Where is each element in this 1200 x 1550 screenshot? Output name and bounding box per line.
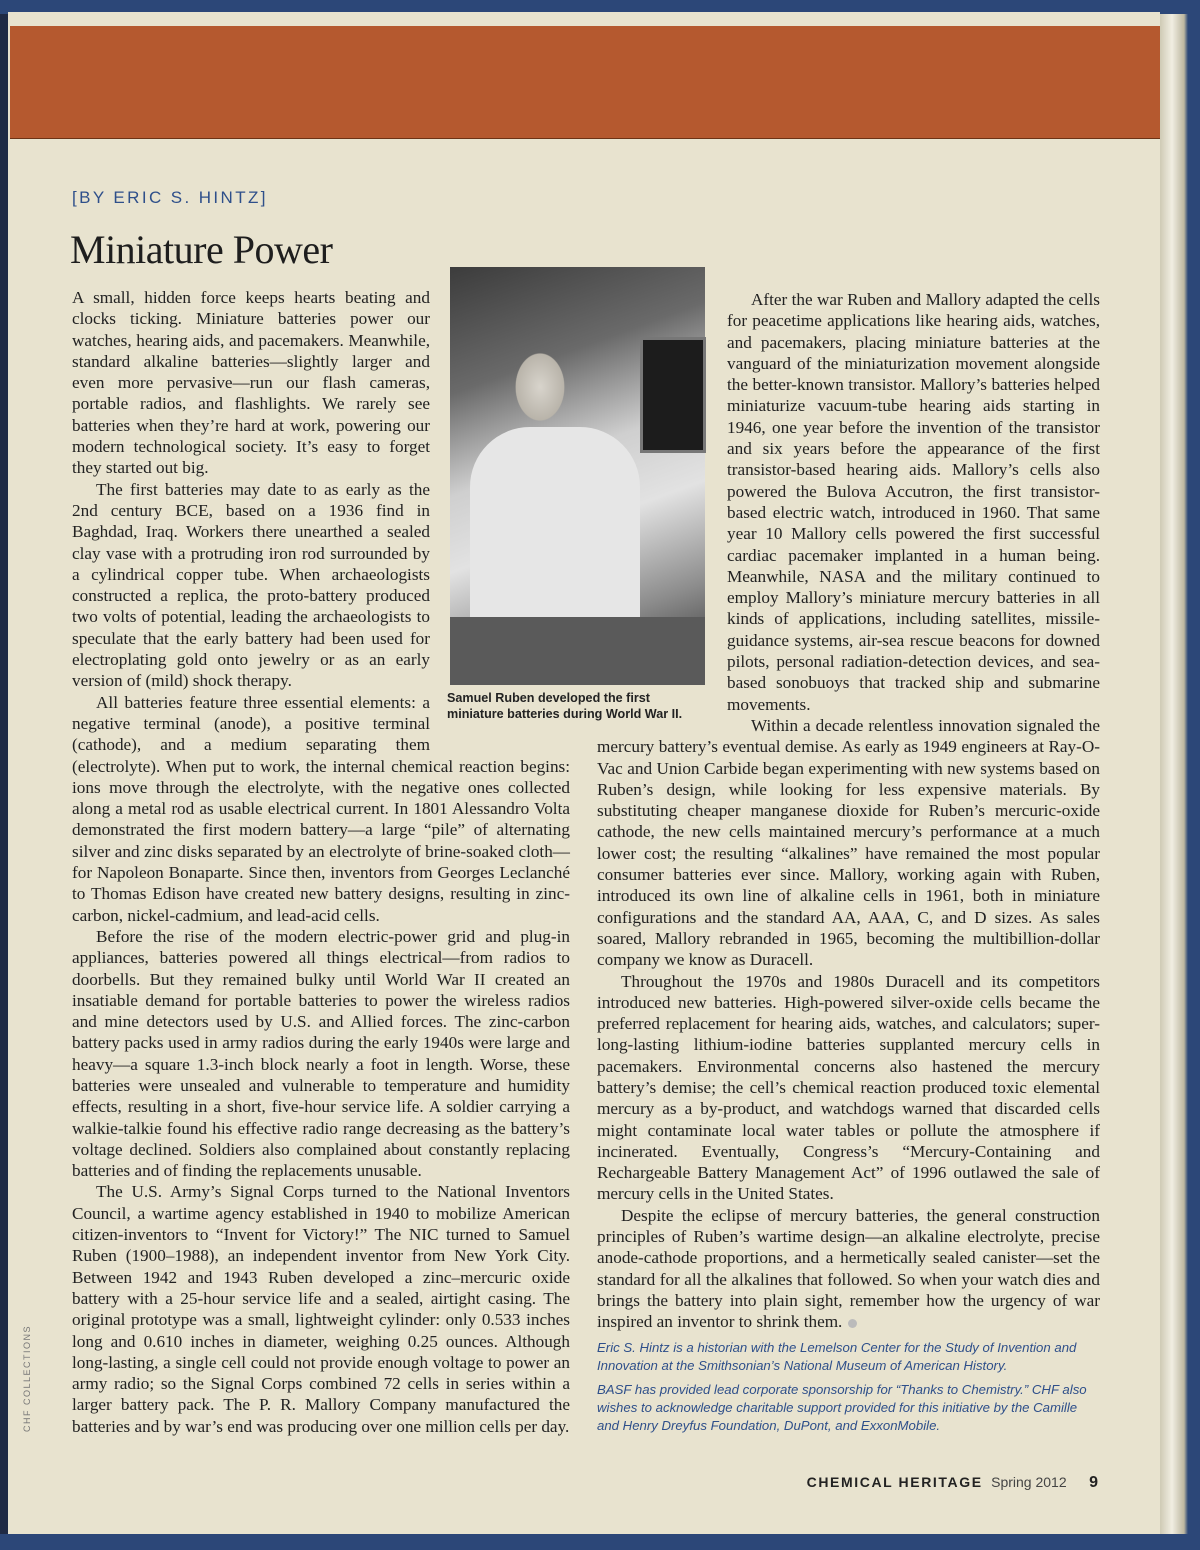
page-footer [807,1474,1098,1492]
right-column [597,289,1100,1435]
end-mark-icon [848,1319,857,1328]
paragraph: A small, hidden force keeps hearts beating and clocks ticking. Miniature batteries power our watches, hearing aids, and pacemakers. Meanwhile, standard alkaline batteries—slightly larger and even more pervasive—run our flash cameras, portable radios, and flashlights. We rarely see batteries when they’re hard at work, powering our modern technological society. It’s easy to forget they started out big. [72,288,430,478]
paragraph: Within a decade relentless innovation signaled the mercury battery’s eventual demise. As early as 1949 engineers at Ray-O-Vac and Union Carbide began experimenting with new systems based on Ruben’s design, while looking for less expensive materials. By substituting cheaper manganese dioxide for Ruben’s mercuric-oxide cathode, the new cells maintained mercury’s performance at a much lower cost; the resulting “alkalines” have remained the most popular consumer batteries ever since. Mallory, working again with Ruben, introduced its own line of alkaline cells in 1961, both in miniature configurations and the standard AA, AAA, C, and D sizes. As sales soared, Mallory rebranded in 1965, becoming the multibillion-dollar company we know as Duracell. [597,715,1100,970]
paragraph: The U.S. Army’s Signal Corps turned to the National Inventors Council, a wartime agency established in 1940 to mobilize American citizen-inventors to “Invent for Victory!” The NIC turned to Samuel Ruben (1900–1988), an independent inventor from New York City. Between 1942 and 1943 Ruben developed a zinc–mercuric oxide battery with a 25-hour service life and a sealed, airtight casing. The original prototype was a small, lightweight cylinder: only 0.533 inches long and 0.610 inches in diameter, weighing 0.25 ounces. Although long-lasting, a single cell could not provide enough voltage to power an army radio; so the Signal Corps combined 72 cells in series within a larger battery pack. The P. R. Mallory Company manufactured the batteries and by war’s end was producing over one million cells per day. [72,1182,570,1436]
magazine-name: CHEMICAL HERITAGE [806,1474,983,1490]
paragraph-last: Despite the eclipse of mercury batteries, the general construction principles of Ruben’s wartime design—an alkaline electrolyte, precise anode-cathode proportions, and a hermetically sealed canister—set the standard for all the alkalines that followed. So when your watch dies and brings the battery into plain sight, remember how the urgency of war inspired an inventor to shrink them. [597,1205,1100,1332]
header-color-band [10,26,1160,139]
binding-bottom [0,1534,1200,1550]
article-title: Miniature Power [70,227,333,272]
page-edge [1160,14,1200,1550]
photo-caption: Samuel Ruben developed the first miniature batteries during World War II. [447,691,683,721]
sponsor-note: BASF has provided lead corporate sponsorship for “Thanks to Chemistry.” CHF also wishes to acknowledge charitable support provided for this initiative by the Camille and Henry Dreyfus Foundation, DuPont, and ExxonMobile. [597,1381,1087,1433]
paragraph: After the war Ruben and Mallory adapted the cells for peacetime applications like hearing aids, watches, and pacemakers, placing miniature batteries at the vanguard of the miniaturization movement alongside the better-known transistor. Mallory’s batteries helped miniaturize vacuum-tube hearing aids starting in 1946, one year before the invention of the transistor and six years before the appearance of the first transistor-based hearing aids. Mallory’s cells also powered the Bulova Accutron, the first transistor-based electric watch, introduced in 1960. That same year 10 Mallory cells powered the first successful cardiac pacemaker implanted in a human being. Meanwhile, NASA and the military continued to employ Mallory’s miniature mercury batteries in all kinds of applications, including satellites, missile-guidance systems, air-sea rescue beacons for downed pilots, personal radiation-detection devices, and sea-based sonobuoys that tracked ship and submarine movements. [727,290,1100,714]
paragraph: All batteries feature three essential elements: a negative terminal (anode), a positive terminal (cathode), and a medium separating them (electrolyte). When put to work, the internal chemical reaction begins: ions move through the electrolyte, with the negative ones collected along a metal rod as usable electrical current. In 1801 Alessandro Volta demonstrated the first modern battery—a large “pile” of alternating silver and zinc disks separated by an electrolyte of brine-soaked cloth—for Napoleon Bonaparte. Since then, inventors from Georges Leclanché to Thomas Edison have created new battery designs, resulting in zinc-carbon, nickel-cadmium, and lead-acid cells. [72,692,570,925]
byline: [BY ERIC S. HINTZ] [72,188,268,207]
page-number: 9 [1089,1474,1098,1491]
side-label: CHF COLLECTIONS [22,1324,32,1432]
paragraph: Before the rise of the modern electric-power grid and plug-in appliances, batteries powered all things electrical—from radios to doorbells. But they remained bulky until World War II created an insatiable demand for portable batteries to power the wireless radios and mine detectors used by U.S. and Allied forces. The zinc-carbon battery packs used in army radios during the early 1940s were large and heavy—a square 1.3-inch block nearly a foot in length. Worse, these batteries were unsealed and vulnerable to temperature and humidity effects, resulting in a short, five-hour service life. A soldier carrying a walkie-talkie found his effective radio range decreasing as the battery’s voltage declined. Soldiers also complained about constantly replacing batteries and of finding the replacements unusable. [72,926,570,1181]
paragraph: The first batteries may date to as early as the 2nd century BCE, based on a 1936 find in Baghdad, Iraq. Workers there unearthed a sealed clay vase with a protruding iron rod surrounded by a cylindrical copper tube. When archaeologists constructed a replica, the proto-battery produced two volts of potential, leading the archaeologists to speculate that the early battery had been used for electroplating gold onto jewelry or as an early version of (mild) shock therapy. [72,479,430,691]
author-note: Eric S. Hintz is a historian with the Lemelson Center for the Study of Invention and Innovation at the Smithsonian’s National Museum of American History. [597,1339,1077,1373]
issue-date: Spring 2012 [991,1474,1067,1490]
paragraph: Throughout the 1970s and 1980s Duracell and its competitors introduced new batteries. High-powered silver-oxide cells became the preferred replacement for hearing aids, watches, and calculators; super-long-lasting lithium-iodine batteries supplanted mercury cells in pacemakers. Environmental concerns also hastened the mercury battery’s demise; the cell’s chemical reaction produced toxic elemental mercury as a by-product, and watchdogs warned that discarded cells might contaminate local water tables or pollute the atmosphere if incinerated. Eventually, Congress’s “Mercury-Containing and Rechargeable Battery Management Act” of 1996 outlawed the sale of mercury cells in the United States. [597,971,1100,1204]
